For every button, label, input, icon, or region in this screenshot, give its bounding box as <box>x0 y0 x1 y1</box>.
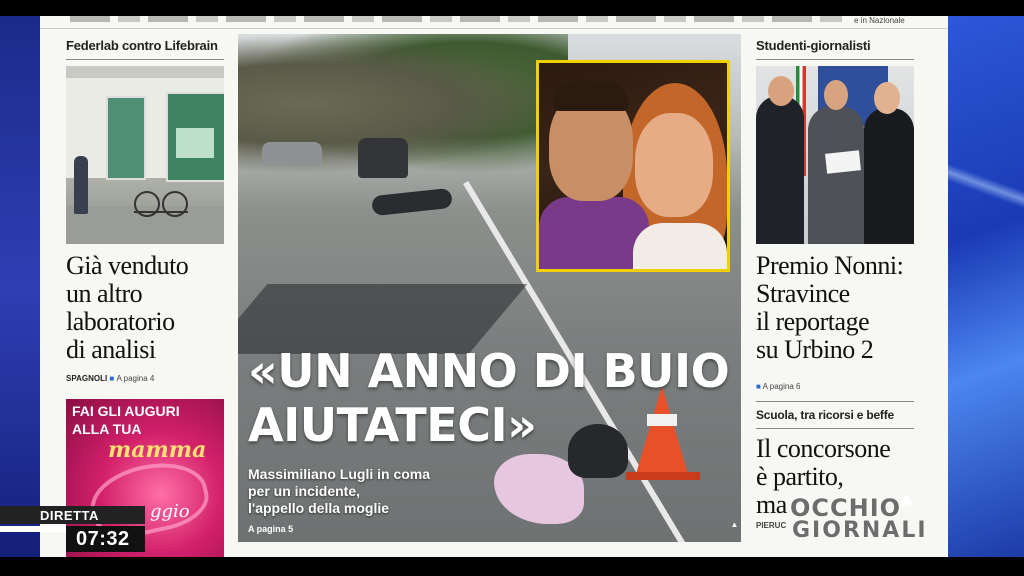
logo-word: OCCHIO <box>790 494 902 522</box>
left-column <box>66 38 224 383</box>
page-dot-icon: ■ <box>756 382 761 391</box>
left-kicker: Federlab contro Lifebrain <box>66 38 218 53</box>
right-byline <box>756 382 914 391</box>
occhio-ai-giornali-logo <box>778 492 948 548</box>
main-headline-line: AIUTATECI» <box>248 398 537 452</box>
tv-left-background <box>0 16 40 557</box>
paper-top-strip <box>40 16 948 29</box>
main-headline <box>248 344 729 452</box>
award-photo <box>756 66 914 244</box>
right-kicker-2-rule <box>756 428 914 429</box>
right-headline-2-line: Il concorsone <box>756 434 891 463</box>
main-deck-line: l'appello della moglie <box>248 500 390 516</box>
tv-bottom-bar <box>0 557 1024 576</box>
fallen-scooter <box>371 188 453 216</box>
left-headline-line: Già venduto <box>66 251 189 280</box>
cut-off-headline <box>70 16 850 22</box>
ad-line: FAI GLI AUGURI <box>72 403 180 419</box>
right-headline-line: Stravince <box>756 279 850 308</box>
clock-time: 07:32 <box>76 528 130 550</box>
page-dot-icon: ■ <box>109 374 115 383</box>
main-deck-line: per un incidente, <box>248 483 361 499</box>
right-headline-2-line: ma <box>756 490 787 519</box>
left-kicker-rule <box>66 59 224 60</box>
right-headline-2-line: è partito, <box>756 462 844 491</box>
parked-car <box>262 142 322 166</box>
ad-line: ALLA TUA <box>72 421 142 437</box>
main-deck <box>248 466 478 517</box>
right-headline-line: su Urbino 2 <box>756 335 874 364</box>
right-kicker-2: Scuola, tra ricorsi e beffe <box>756 408 894 422</box>
right-byline-page: A pagina 6 <box>762 382 801 391</box>
lab-photo <box>66 66 224 244</box>
couple-inset-photo <box>536 60 730 272</box>
tv-right-background <box>948 16 1024 557</box>
right-section-rule <box>756 401 914 402</box>
right-headline <box>756 252 914 364</box>
main-story <box>238 34 741 542</box>
photo-credit: ▲ <box>730 520 739 529</box>
dark-car <box>358 138 408 178</box>
left-headline-line: laboratorio <box>66 307 175 336</box>
main-page-ref: A pagina 5 <box>248 524 294 534</box>
left-headline-line: di analisi <box>66 335 156 364</box>
top-edge-text: e in Nazionale <box>854 16 905 25</box>
logo-line-2: GIORNALI <box>792 518 928 543</box>
right-byline-2: PIERUC <box>756 521 787 530</box>
main-deck-line: Massimiliano Lugli in coma <box>248 466 431 482</box>
left-byline-page: A pagina 4 <box>116 374 155 383</box>
right-column <box>756 38 914 530</box>
left-byline-author: SPAGNOLI <box>66 374 108 383</box>
left-headline-line: un altro <box>66 279 143 308</box>
main-headline-line: «UN ANNO DI BUIO <box>248 344 730 398</box>
ad-line-script: mamma <box>108 437 207 463</box>
left-headline <box>66 252 224 364</box>
tv-top-bar <box>0 0 1024 16</box>
traffic-cone-base <box>626 472 700 480</box>
live-badge <box>0 506 145 552</box>
logo-accent: A <box>901 494 913 510</box>
left-byline <box>66 374 224 383</box>
newspaper-page <box>40 16 948 557</box>
right-headline-line: il reportage <box>756 307 870 336</box>
ad-line-script: ggio <box>150 501 190 522</box>
right-kicker: Studenti-giornalisti <box>756 38 871 53</box>
live-label: DIRETTA <box>40 508 99 523</box>
right-headline-line: Premio Nonni: <box>756 251 904 280</box>
live-white-band <box>0 526 66 532</box>
right-kicker-rule <box>756 59 914 60</box>
